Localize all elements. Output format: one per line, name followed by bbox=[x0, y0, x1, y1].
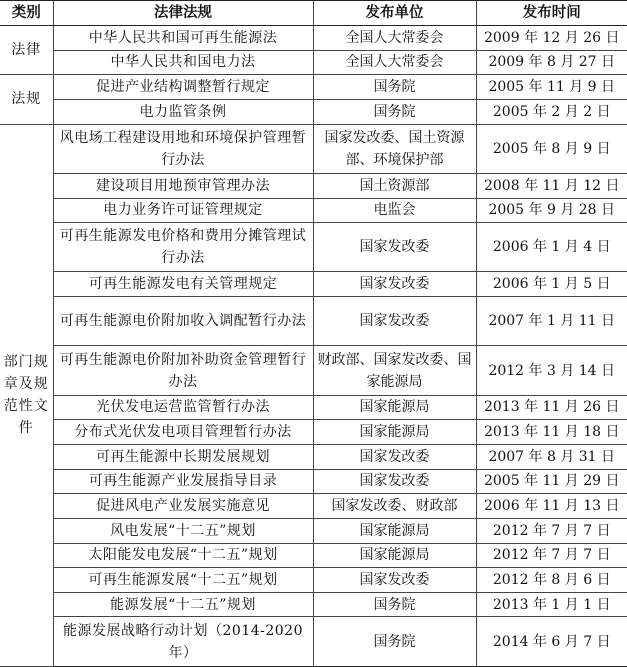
table-row bbox=[0, 420, 627, 445]
category-cell bbox=[0, 75, 53, 124]
category-cell bbox=[0, 26, 53, 75]
date-cell: 2014 年 6 月 7 日 bbox=[476, 617, 627, 667]
category-label: 法规 bbox=[11, 91, 42, 108]
law-cell: 中华人民共和国电力法 bbox=[53, 50, 313, 75]
table-row bbox=[0, 469, 627, 494]
table-row bbox=[0, 543, 627, 568]
unit-cell: 财政部、国家发改委、国家能源局 bbox=[313, 346, 476, 395]
header-row bbox=[0, 1, 627, 26]
unit-cell: 国家发改委 bbox=[313, 297, 476, 346]
date-cell: 2005 年 11 月 9 日 bbox=[476, 75, 627, 100]
law-cell: 能源发展“十二五”规划 bbox=[53, 592, 313, 617]
date-cell: 2006 年 11 月 13 日 bbox=[476, 494, 627, 519]
table-row bbox=[0, 568, 627, 593]
unit-cell: 国务院 bbox=[313, 75, 476, 100]
law-cell: 光伏发电运营监管暂行办法 bbox=[53, 395, 313, 420]
unit-cell: 国家能源局 bbox=[313, 395, 476, 420]
header-unit: 发布单位 bbox=[313, 1, 476, 26]
unit-cell: 全国人大常委会 bbox=[313, 50, 476, 75]
law-cell: 可再生能源发展“十二五”规划 bbox=[53, 568, 313, 593]
table-row bbox=[0, 395, 627, 420]
law-cell: 中华人民共和国可再生能源法 bbox=[53, 26, 313, 51]
law-cell: 建设项目用地预审管理办法 bbox=[53, 173, 313, 198]
law-cell: 能源发展战略行动计划（2014-2020年） bbox=[53, 617, 313, 667]
date-cell: 2005 年 9 月 28 日 bbox=[476, 198, 627, 223]
law-cell: 可再生能源产业发展指导目录 bbox=[53, 469, 313, 494]
date-cell: 2006 年 1 月 5 日 bbox=[476, 272, 627, 297]
date-cell: 2012 年 8 月 6 日 bbox=[476, 568, 627, 593]
table-row bbox=[0, 50, 627, 75]
table-row bbox=[0, 173, 627, 198]
law-cell: 可再生能源发电有关管理规定 bbox=[53, 272, 313, 297]
category-label: 法律 bbox=[11, 42, 42, 59]
header-category: 类别 bbox=[0, 1, 53, 26]
table-row bbox=[0, 346, 627, 395]
date-cell: 2005 年 2 月 2 日 bbox=[476, 99, 627, 124]
date-cell: 2008 年 11 月 12 日 bbox=[476, 173, 627, 198]
table-row bbox=[0, 198, 627, 223]
unit-cell: 国务院 bbox=[313, 592, 476, 617]
law-cell: 风电发展“十二五”规划 bbox=[53, 518, 313, 543]
unit-cell: 国家发改委 bbox=[313, 568, 476, 593]
law-cell: 可再生能源电价附加收入调配暂行办法 bbox=[53, 297, 313, 346]
unit-cell: 国家发改委、财政部 bbox=[313, 494, 476, 519]
date-cell: 2013 年 11 月 18 日 bbox=[476, 420, 627, 445]
unit-cell: 国土资源部 bbox=[313, 173, 476, 198]
law-cell: 可再生能源发电价格和费用分摊管理试行办法 bbox=[53, 223, 313, 272]
law-cell: 电力监管条例 bbox=[53, 99, 313, 124]
unit-cell: 国家发改委 bbox=[313, 223, 476, 272]
date-cell: 2009 年 8 月 27 日 bbox=[476, 50, 627, 75]
date-cell: 2012 年 7 月 7 日 bbox=[476, 543, 627, 568]
table-row bbox=[0, 617, 627, 667]
unit-cell: 国务院 bbox=[313, 99, 476, 124]
law-cell: 可再生能源中长期发展规划 bbox=[53, 444, 313, 469]
law-cell: 促进产业结构调整暂行规定 bbox=[53, 75, 313, 100]
law-cell: 太阳能发电发展“十二五”规划 bbox=[53, 543, 313, 568]
law-cell: 电力业务许可证管理规定 bbox=[53, 198, 313, 223]
law-cell: 分布式光伏发电项目管理暂行办法 bbox=[53, 420, 313, 445]
category-cell bbox=[0, 124, 53, 666]
table-row bbox=[0, 99, 627, 124]
date-cell: 2012 年 3 月 14 日 bbox=[476, 346, 627, 395]
table-row bbox=[0, 26, 627, 51]
table-row bbox=[0, 124, 627, 173]
unit-cell: 国务院 bbox=[313, 617, 476, 667]
unit-cell: 电监会 bbox=[313, 198, 476, 223]
header-law: 法律法规 bbox=[53, 1, 313, 26]
date-cell: 2013 年 1 月 1 日 bbox=[476, 592, 627, 617]
table-row bbox=[0, 592, 627, 617]
date-cell: 2007 年 8 月 31 日 bbox=[476, 444, 627, 469]
date-cell: 2007 年 1 月 11 日 bbox=[476, 297, 627, 346]
category-label: 部门规章及规范性文件 bbox=[3, 354, 49, 437]
date-cell: 2013 年 11 月 26 日 bbox=[476, 395, 627, 420]
header-date: 发布时间 bbox=[476, 1, 627, 26]
unit-cell: 国家能源局 bbox=[313, 420, 476, 445]
table-row bbox=[0, 272, 627, 297]
law-cell: 促进风电产业发展实施意见 bbox=[53, 494, 313, 519]
unit-cell: 国家发改委 bbox=[313, 444, 476, 469]
date-cell: 2006 年 1 月 4 日 bbox=[476, 223, 627, 272]
law-cell: 可再生能源电价附加补助资金管理暂行办法 bbox=[53, 346, 313, 395]
unit-cell: 国家能源局 bbox=[313, 543, 476, 568]
date-cell: 2005 年 11 月 29 日 bbox=[476, 469, 627, 494]
unit-cell: 国家能源局 bbox=[313, 518, 476, 543]
table-row bbox=[0, 518, 627, 543]
date-cell: 2012 年 7 月 7 日 bbox=[476, 518, 627, 543]
unit-cell: 国家发改委 bbox=[313, 272, 476, 297]
date-cell: 2009 年 12 月 26 日 bbox=[476, 26, 627, 51]
law-cell: 风电场工程建设用地和环境保护管理暂行办法 bbox=[53, 124, 313, 173]
table-row bbox=[0, 444, 627, 469]
date-cell: 2005 年 8 月 9 日 bbox=[476, 124, 627, 173]
unit-cell: 国家发改委 bbox=[313, 469, 476, 494]
table-row bbox=[0, 494, 627, 519]
unit-cell: 全国人大常委会 bbox=[313, 26, 476, 51]
unit-cell: 国家发改委、国土资源部、环境保护部 bbox=[313, 124, 476, 173]
table-row bbox=[0, 297, 627, 346]
table-row bbox=[0, 223, 627, 272]
table-row bbox=[0, 75, 627, 100]
